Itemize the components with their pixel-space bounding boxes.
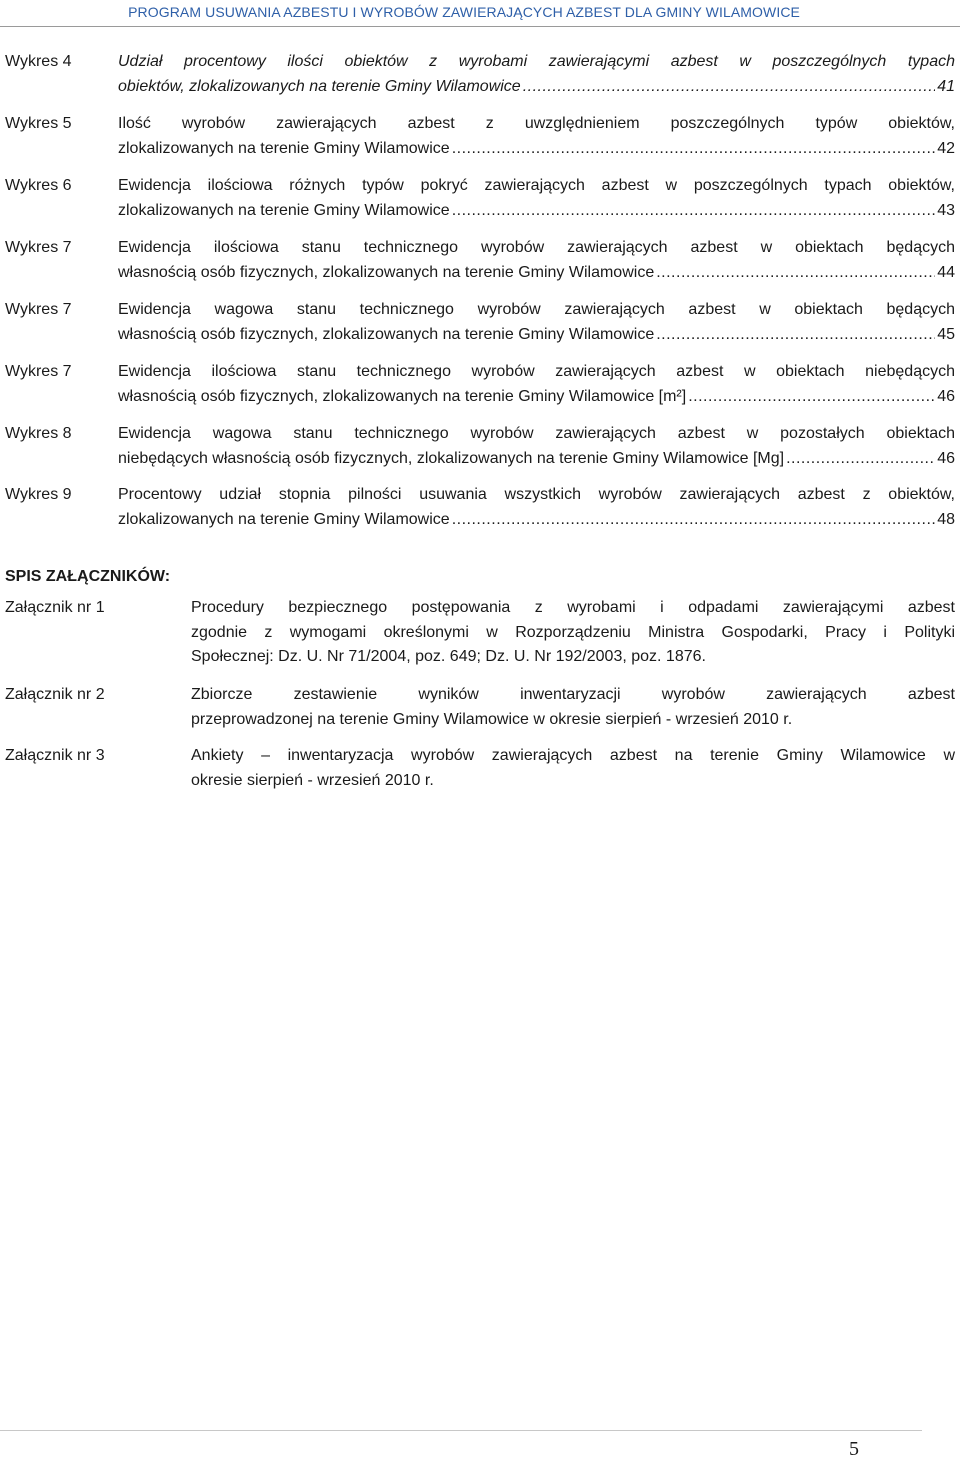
- leader-dots: [452, 137, 936, 162]
- chart-description-line2: własnością osób fizycznych, zlokalizowanych na terenie Gminy Wilamowice: [118, 325, 655, 343]
- chart-label: Wykres 6: [5, 177, 72, 194]
- chart-label: Wykres 4: [5, 53, 72, 70]
- leader-dots: [452, 199, 936, 224]
- attachment-description-line: przeprowadzonej na terenie Gminy Wilamowice w okresie sierpień - wrzesień 2010 r.: [191, 710, 793, 728]
- attachment-description: [191, 596, 955, 670]
- chart-description: [118, 50, 955, 99]
- attachment-description-line: zgodnie z wymogami określonymi w Rozporządzeniu Ministra Gospodarki, Pracy i Polityki: [191, 623, 955, 641]
- header-title: PROGRAM USUWANIA AZBESTU I WYROBÓW ZAWIERAJĄCYCH AZBEST DLA GMINY WILAMOWICE: [128, 4, 800, 20]
- attachment-description: [191, 744, 955, 793]
- chart-description-line2: własnością osób fizycznych, zlokalizowanych na terenie Gminy Wilamowice: [118, 263, 655, 281]
- attachments-title: SPIS ZAŁĄCZNIKÓW:: [5, 568, 171, 585]
- chart-description: [118, 483, 955, 532]
- attachment-label: Załącznik nr 3: [5, 747, 105, 764]
- chart-description-line2: obiektów, zlokalizowanych na terenie Gminy Wilamowice: [118, 77, 521, 95]
- chart-description-line1: Udział procentowy ilości obiektów z wyrobami zawierającymi azbest w poszczególnych typach: [118, 53, 955, 70]
- page-header: [0, 0, 960, 30]
- chart-description-line1: Ilość wyrobów zawierających azbest z uwzględnieniem poszczególnych typów obiektów,: [118, 115, 955, 132]
- chart-description: [118, 422, 955, 471]
- chart-page-number: 41: [937, 77, 955, 95]
- chart-label: Wykres 8: [5, 425, 72, 442]
- leader-dots: [656, 261, 935, 286]
- header-rule: [0, 26, 960, 27]
- chart-label: Wykres 5: [5, 115, 72, 132]
- attachment-description-line: okresie sierpień - wrzesień 2010 r.: [191, 771, 434, 789]
- chart-label: Wykres 9: [5, 486, 72, 503]
- chart-description-line2: zlokalizowanych na terenie Gminy Wilamowice: [118, 139, 450, 157]
- chart-description: [118, 112, 955, 161]
- chart-page-number: 42: [937, 139, 955, 157]
- attachment-description-line: Społecznej: Dz. U. Nr 71/2004, poz. 649; Dz. U. Nr 192/2003, poz. 1876.: [191, 648, 706, 665]
- leader-dots: [452, 508, 936, 533]
- leader-dots: [656, 323, 935, 348]
- page-number: 5: [849, 1438, 859, 1460]
- chart-description-line1: Ewidencja ilościowa stanu technicznego wyrobów zawierających azbest w obiektach niebędących: [118, 363, 955, 380]
- chart-label: Wykres 7: [5, 239, 72, 256]
- attachment-description-line: Procedury bezpiecznego postępowania z wyrobami i odpadami zawierającymi azbest: [191, 599, 955, 616]
- chart-page-number: 46: [937, 449, 955, 467]
- chart-page-number: 48: [937, 510, 955, 528]
- chart-page-number: 44: [937, 263, 955, 281]
- chart-description: [118, 298, 955, 347]
- chart-description: [118, 236, 955, 285]
- leader-dots: [523, 75, 936, 100]
- attachment-label: Załącznik nr 1: [5, 599, 105, 616]
- chart-description-line2: własnością osób fizycznych, zlokalizowanych na terenie Gminy Wilamowice [m²]: [118, 387, 687, 405]
- chart-label: Wykres 7: [5, 363, 72, 380]
- chart-description-line1: Ewidencja wagowa stanu technicznego wyrobów zawierających azbest w pozostałych obiektach: [118, 425, 955, 442]
- chart-description-line1: Ewidencja wagowa stanu technicznego wyrobów zawierających azbest w obiektach będących: [118, 301, 955, 318]
- footer-rule: [0, 1430, 922, 1431]
- chart-page-number: 46: [937, 387, 955, 405]
- chart-description: [118, 174, 955, 223]
- attachment-label: Załącznik nr 2: [5, 686, 105, 703]
- attachment-description: [191, 683, 955, 732]
- attachment-description-line: Ankiety – inwentaryzacja wyrobów zawierających azbest na terenie Gminy Wilamowice w: [191, 747, 955, 764]
- chart-description-line2: zlokalizowanych na terenie Gminy Wilamowice: [118, 510, 450, 528]
- chart-description-line2: zlokalizowanych na terenie Gminy Wilamowice: [118, 201, 450, 219]
- chart-description-line2: niebędących własnością osób fizycznych, zlokalizowanych na terenie Gminy Wilamowice [Mg]: [118, 449, 785, 467]
- chart-description-line1: Ewidencja ilościowa różnych typów pokryć zawierających azbest w poszczególnych typach obiektów,: [118, 177, 955, 194]
- chart-page-number: 43: [937, 201, 955, 219]
- leader-dots: [786, 447, 935, 472]
- chart-description: [118, 360, 955, 409]
- leader-dots: [688, 385, 935, 410]
- chart-label: Wykres 7: [5, 301, 72, 318]
- attachment-description-line: Zbiorcze zestawienie wyników inwentaryzacji wyrobów zawierających azbest: [191, 686, 955, 703]
- chart-description-line1: Procentowy udział stopnia pilności usuwania wszystkich wyrobów zawierających azbest z obiektów,: [118, 486, 955, 503]
- chart-description-line1: Ewidencja ilościowa stanu technicznego wyrobów zawierających azbest w obiektach będących: [118, 239, 955, 256]
- chart-page-number: 45: [937, 325, 955, 343]
